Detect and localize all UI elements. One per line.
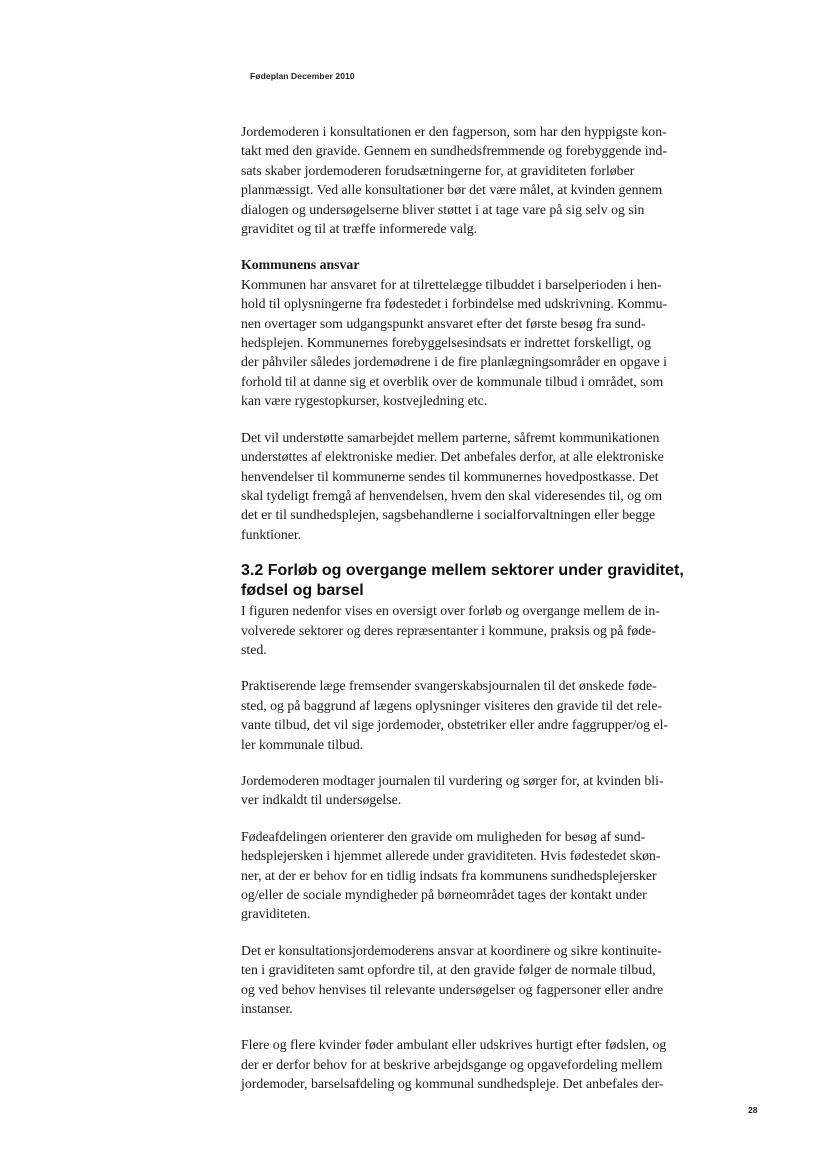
paragraph-ambulant-foedsel <box>241 1035 691 1093</box>
text-line: ver indkaldt til undersøgelse. <box>241 792 402 808</box>
text-line: kan være rygestopkurser, kostvejledning etc. <box>241 393 488 409</box>
section-3-2 <box>241 561 691 659</box>
text-line: sted. <box>241 641 267 657</box>
text-line: understøttes af elektroniske medier. Det anbefales derfor, at alle elektroniske <box>241 449 664 465</box>
paragraph-konsultationsjordemoder <box>241 941 691 1019</box>
text-line: graviditet og til at træffe informerede valg. <box>241 221 478 237</box>
text-line: Praktiserende læge fremsender svangerskabsjournalen til det ønskede føde- <box>241 678 657 694</box>
text-line: nen overtager som udgangspunkt ansvaret efter det første besøg fra sund- <box>241 315 646 331</box>
text-line: Fødeafdelingen orienterer den gravide om muligheden for besøg af sund- <box>241 828 646 844</box>
text-line: hold til oplysningerne fra fødestedet i forbindelse med udskrivning. Kommu- <box>241 296 668 312</box>
text-line: Det er konsultationsjordemoderens ansvar at koordinere og sikre kontinuite- <box>241 942 662 958</box>
text-line: Kommunen har ansvaret for at tilrettelægge tilbuddet i barselperioden i hen- <box>241 276 662 292</box>
text-line: ler kommunale tilbud. <box>241 736 364 752</box>
running-header: Fødeplan December 2010 <box>250 71 355 81</box>
text-line: Jordemoderen i konsultationen er den fagperson, som har den hyppigste kon- <box>241 124 667 139</box>
text-line: sted, og på baggrund af lægens oplysninger visiteres den gravide til det rele- <box>241 697 663 713</box>
text-line: dialogen og undersøgelserne bliver støttet i at tage vare på sig selv og sin <box>241 201 645 217</box>
text-line: I figuren nedenfor vises en oversigt over forløb og overgange mellem de in- <box>241 603 660 619</box>
text-line: og ved behov henvises til relevante undersøgelser og fagpersoner eller andre <box>241 981 664 997</box>
text-line: og/eller de sociale myndigheder på børneområdet tages der kontakt under <box>241 887 647 902</box>
text-line: ner, at der er behov for en tidlig indsats fra kommunens sundhedsplejersker <box>241 867 657 883</box>
text-line: jordemoder, barselsafdeling og kommunal sundhedspleje. Det anbefales der- <box>241 1076 664 1092</box>
text-line: der er derfor behov for at beskrive arbejdsgange og opgavefordeling mellem <box>241 1056 663 1072</box>
text-line: takt med den gravide. Gennem en sundhedsfremmende og forebyggende ind- <box>241 143 668 159</box>
paragraph-foedeafdeling <box>241 827 691 924</box>
text-line: Jordemoderen modtager journalen til vurdering og sørger for, at kvinden bli- <box>241 772 664 788</box>
paragraph-praktiserende-laege <box>241 676 691 754</box>
text-line: Det vil understøtte samarbejdet mellem parterne, såfremt kommunikationen <box>241 429 660 445</box>
text-line: funktioner. <box>241 526 302 542</box>
text-line: hedsplejen. Kommunernes forebyggelsesindsats er indrettet forskelligt, og <box>241 335 651 351</box>
document-body <box>241 122 691 1094</box>
text-line: Flere og flere kvinder føder ambulant eller udskrives hurtigt efter fødslen, og <box>241 1037 667 1053</box>
page-number: 28 <box>748 1105 758 1115</box>
paragraph-elektronisk-kommunikation <box>241 428 691 544</box>
paragraph-jordemoder-konsultation <box>241 122 691 238</box>
text-line: henvendelser til kommunerne sendes til kommunernes hovedpostkasse. Det <box>241 468 659 484</box>
text-line: det er til sundhedsplejen, sagsbehandlerne i socialforvaltningen eller begge <box>241 507 656 523</box>
text-line: sats skaber jordemoderen forudsætningerne for, at graviditeten forløber <box>241 162 635 178</box>
text-line: der påhviler således jordemødrene i de fire planlægningsområder en opgave i <box>241 354 668 370</box>
section-heading: 3.2 Forløb og overgange mellem sektorer under graviditet, <box>241 562 684 580</box>
text-line: graviditeten. <box>241 906 311 922</box>
subheading: Kommunens ansvar <box>241 257 360 273</box>
text-line: volverede sektorer og deres repræsentanter i kommune, praksis og på føde- <box>241 622 656 638</box>
text-line: hedsplejersken i hjemmet allerede under graviditeten. Hvis fødestedet skøn- <box>241 848 661 864</box>
text-line: forhold til at danne sig et overblik over de kommunale tilbud i området, som <box>241 373 664 389</box>
paragraph-jordemoder-journal <box>241 771 691 810</box>
text-line: ten i graviditeten samt opfordre til, at den gravide følger de normale tilbud, <box>241 962 656 978</box>
text-line: instanser. <box>241 1001 293 1017</box>
section-heading: fødsel og barsel <box>241 582 364 600</box>
section-kommunens-ansvar <box>241 255 691 410</box>
text-line: planmæssigt. Ved alle konsultationer bør det være målet, at kvinden gennem <box>241 182 663 198</box>
text-line: vante tilbud, det vil sige jordemoder, obstetriker eller andre faggrupper/og el- <box>241 717 669 733</box>
text-line: skal tydeligt fremgå af henvendelsen, hvem den skal videresendes til, og om <box>241 487 663 503</box>
